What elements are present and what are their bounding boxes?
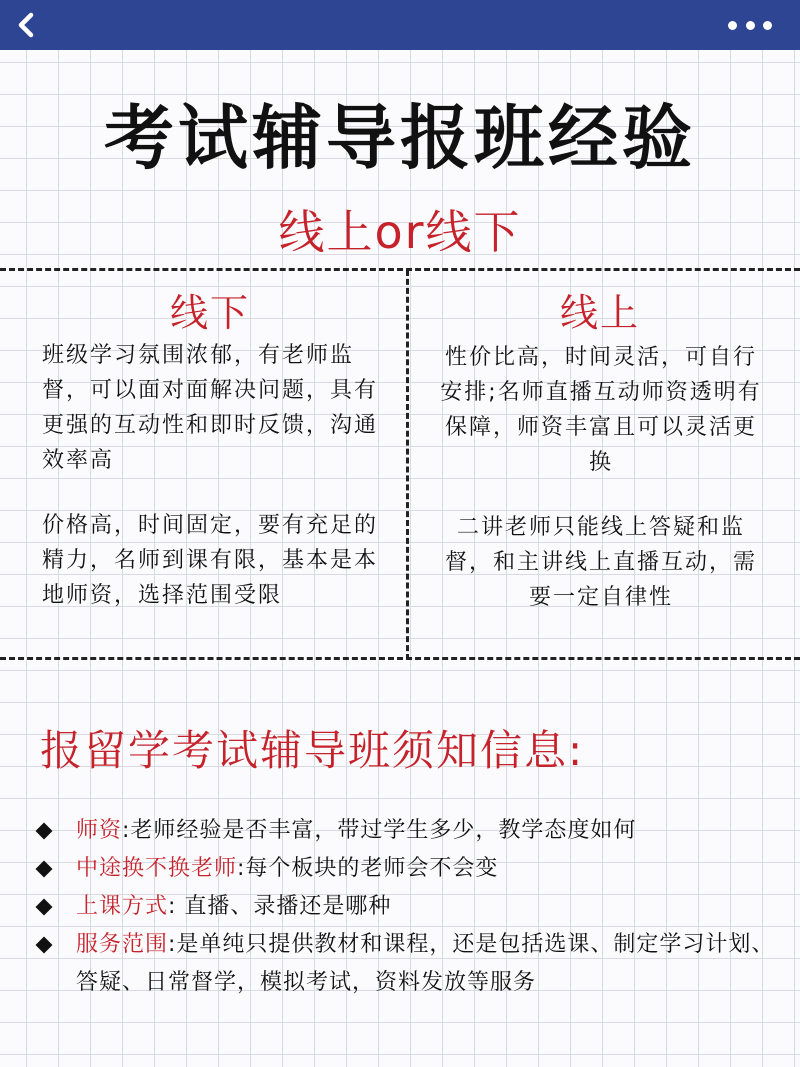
more-dots-icon <box>746 21 755 30</box>
list-item <box>30 926 792 1002</box>
item-key: 中途换不换老师 <box>76 856 238 881</box>
list-item <box>30 812 792 850</box>
online-heading: 线上 <box>559 291 640 335</box>
online-pros: 性价比高，时间灵活，可自行安排;名师直播互动师资透明有保障，师资丰富且可以灵活更换 <box>440 345 762 475</box>
offline-cons: 价格高，时间固定，要有充足的精力，名师到课有限，基本是本地师资，选择范围受限 <box>42 513 379 608</box>
online-description <box>436 340 766 615</box>
more-options-button[interactable] <box>728 18 772 32</box>
diamond-bullet-icon <box>36 899 53 916</box>
page-subtitle: 线上or线下 <box>278 205 522 259</box>
list-item <box>30 888 792 926</box>
diamond-bullet-icon <box>36 937 53 954</box>
top-nav-bar <box>0 0 800 50</box>
list-item <box>30 850 792 888</box>
chevron-left-icon <box>12 10 42 40</box>
info-list <box>30 812 792 1002</box>
item-text: :老师经验是否丰富，带过学生多少，教学态度如何 <box>122 818 637 843</box>
back-button[interactable] <box>12 10 42 40</box>
diamond-bullet-icon <box>36 861 53 878</box>
divider-bottom <box>0 657 800 660</box>
item-text: :每个板块的老师会不会变 <box>237 856 499 881</box>
offline-description <box>42 338 380 613</box>
offline-heading: 线下 <box>169 291 250 335</box>
online-cons: 二讲老师只能线上答疑和监督，和主讲线上直播互动，需要一定自律性 <box>444 515 757 610</box>
more-dots-icon <box>728 21 737 30</box>
item-key: 服务范围 <box>76 932 169 957</box>
divider-top <box>0 268 800 271</box>
page-title: 考试辅导报班经验 <box>104 97 696 179</box>
divider-vertical <box>406 270 409 660</box>
item-key: 上课方式 <box>76 894 169 919</box>
offline-pros: 班级学习氛围浓郁，有老师监督，可以面对面解决问题，具有更强的互动性和即时反馈，沟通效率高 <box>42 343 379 473</box>
info-section-title: 报留学考试辅导班须知信息: <box>40 726 585 775</box>
item-key: 师资 <box>76 818 123 843</box>
diamond-bullet-icon <box>36 823 53 840</box>
item-text: : 直播、录播还是哪种 <box>168 894 392 919</box>
item-text: :是单纯只提供教材和课程，还是包括选课、制定学习计划、答疑、日常督学，模拟考试，资料发放等服务 <box>76 932 775 995</box>
more-dots-icon <box>763 21 772 30</box>
